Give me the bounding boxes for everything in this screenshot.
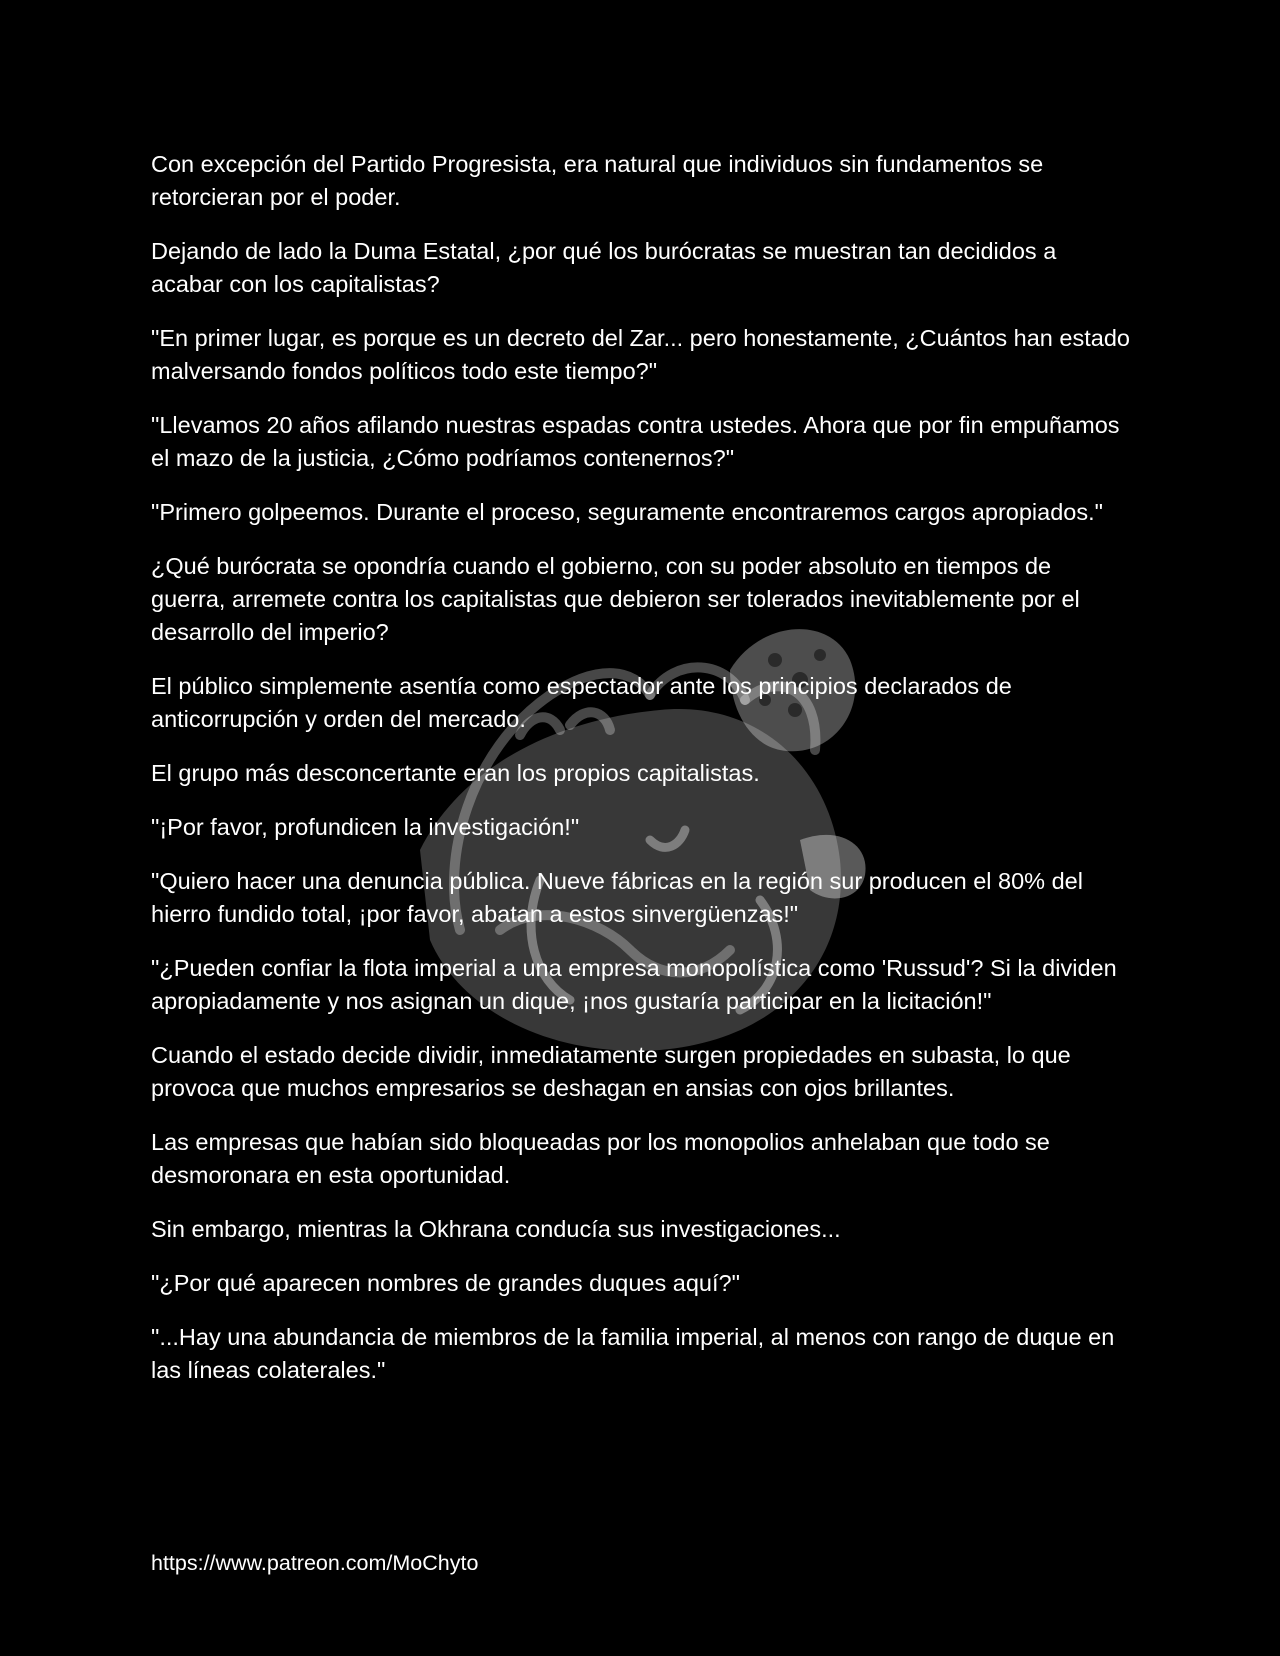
paragraph: "Primero golpeemos. Durante el proceso, seguramente encontraremos cargos apropiados." — [151, 499, 1103, 525]
paragraph: "En primer lugar, es porque es un decreto del Zar... pero honestamente, ¿Cuántos han estado malversando fondos políticos todo este tiempo?" — [151, 325, 1130, 384]
paragraph: Dejando de lado la Duma Estatal, ¿por qué los burócratas se muestran tan decididos a acabar con los capitalistas? — [151, 238, 1057, 297]
paragraph: "...Hay una abundancia de miembros de la familia imperial, al menos con rango de duque en las líneas colaterales." — [151, 1324, 1115, 1383]
paragraph: "¿Por qué aparecen nombres de grandes duques aquí?" — [151, 1270, 740, 1296]
paragraph: "Llevamos 20 años afilando nuestras espadas contra ustedes. Ahora que por fin empuñamos el mazo de la justicia, ¿Cómo podríamos contenernos?" — [151, 412, 1120, 471]
paragraph: "Quiero hacer una denuncia pública. Nueve fábricas en la región sur producen el 80% del hierro fundido total, ¡por favor, abatan a estos sinvergüenzas!" — [151, 868, 1083, 927]
paragraph: Con excepción del Partido Progresista, era natural que individuos sin fundamentos se retorcieran por el poder. — [151, 151, 1044, 210]
patreon-link[interactable]: https://www.patreon.com/MoChyto — [151, 1551, 479, 1575]
paragraph: Las empresas que habían sido bloqueadas por los monopolios anhelaban que todo se desmoronara en esta oportunidad. — [151, 1129, 1050, 1188]
paragraph: Sin embargo, mientras la Okhrana conducía sus investigaciones... — [151, 1216, 841, 1242]
paragraph: Cuando el estado decide dividir, inmediatamente surgen propiedades en subasta, lo que provoca que muchos empresarios se deshagan en ansias con ojos brillantes. — [151, 1042, 1071, 1101]
document-body — [151, 148, 1131, 1408]
paragraph: El público simplemente asentía como espectador ante los principios declarados de anticorrupción y orden del mercado. — [151, 673, 1012, 732]
paragraph: "¡Por favor, profundicen la investigación!" — [151, 814, 580, 840]
paragraph: ¿Qué burócrata se opondría cuando el gobierno, con su poder absoluto en tiempos de guerra, arremete contra los capitalistas que debieron ser tolerados inevitablemente por el desarrollo del imperio? — [151, 553, 1080, 645]
paragraph: "¿Pueden confiar la flota imperial a una empresa monopolística como 'Russud'? Si la dividen apropiadamente y nos asignan un dique, ¡nos gustaría participar en la licitación!" — [151, 955, 1117, 1014]
paragraph: El grupo más desconcertante eran los propios capitalistas. — [151, 760, 760, 786]
